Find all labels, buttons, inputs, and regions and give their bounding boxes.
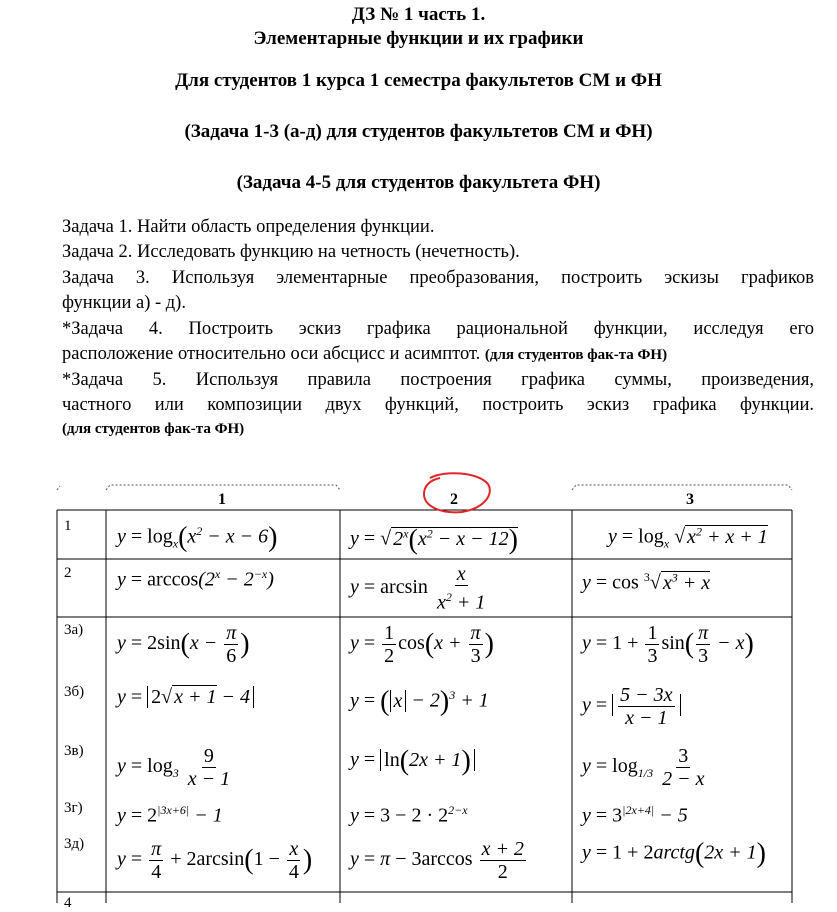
task-3-line2: функции а) - д). (62, 293, 186, 313)
formula-2-3: y = cos $^3$√ $x^3 + x$ (582, 570, 711, 594)
task-5-line1: *Задача 5. Используя правила построения графика суммы, произведения, (62, 370, 814, 390)
formula-3b-3: y = $\frac{5 - 3x}{x - 1}$ (582, 684, 681, 729)
row-label-3v: 3в) (64, 743, 84, 759)
task-5-line2: частного или композиции двух функций, построить эскиз графика функции. (62, 395, 814, 415)
formula-3b-2: y = ( x − 2)$^3$ + 1 (350, 686, 489, 717)
task-3-line1: Задача 3. Используя элементарные преобразования, построить эскизы графиков (62, 268, 814, 288)
tasks-fn-line: (Задача 4-5 для студентов факультета ФН) (236, 172, 601, 193)
formula-1-3: $y = \log_x$ √ $x^2 + x + 1$ (608, 524, 768, 551)
formula-3a-2: y = $\frac{1}{2}$ cos(x + $\frac{\pi}{3}$ ) (350, 622, 494, 667)
doc-title: ДЗ № 1 часть 1. (351, 4, 486, 25)
row-label-3b: 3б) (64, 684, 85, 700)
task-4-note: (для студентов фак-та ФН) (484, 347, 668, 363)
formula-3d-2: y = π − 3arccos $\frac{x + 2}{2}$ (350, 838, 524, 883)
row-label-4: 4 (64, 895, 72, 911)
row-label-3d: 3д) (64, 836, 85, 852)
formula-3v-3: $y = \log_{1/3}$ $\frac{3}{2 - x}$ (582, 745, 705, 790)
task-1-text: Задача 1. Найти область определения функции. (62, 217, 435, 237)
formula-3a-1: y = 2sin(x − $\frac{\pi}{6}$ ) (117, 622, 250, 667)
column-header-2: 2 (450, 491, 458, 508)
doc-subtitle: Элементарные функции и их графики (253, 28, 584, 49)
formula-3d-3: y = 1 + 2arctg(2x + 1) (582, 838, 766, 869)
formula-3d-1: y = $\frac{\pi}{4}$ + 2arcsin(1 − $\frac{x}{4}$ ) (117, 838, 313, 883)
column-header-1: 1 (218, 491, 226, 508)
formula-3g-1: $y = 2^{|3x+6|} - 1$ (117, 803, 223, 827)
task-4-line1: *Задача 4. Построить эскиз графика рациональной функции, исследуя его (62, 319, 814, 339)
row-label-3a: 3а) (64, 622, 84, 638)
formula-3b-1: y = 2√ x + 1 − 4 (117, 686, 254, 709)
tasks-sm-fn-line: (Задача 1-3 (а-д) для студентов факультетов СМ и ФН) (184, 121, 653, 142)
row-label-3g: 3г) (64, 800, 83, 816)
formula-1-1: $y = \log_x(x^2 - x - 6)$ (117, 522, 278, 553)
formula-1-2: y = √ $2^x(x^2 - x - 12)$ (350, 524, 518, 555)
column-header-3: 3 (686, 491, 694, 508)
formula-2-1: $y = \arccos(2^x - 2^{-x})$ (117, 567, 274, 591)
formula-2-2: y = arcsin $\frac{x}{x^2 + 1}$ (350, 563, 486, 614)
formula-3a-3: y = 1 + $\frac{1}{3}$ sin( $\frac{\pi}{3}$ − x) (582, 622, 754, 667)
task-5-note: (для студентов фак-та ФН) (62, 421, 245, 437)
row-label-2: 2 (64, 565, 72, 581)
row-label-1: 1 (64, 518, 72, 534)
task-2-text: Задача 2. Исследовать функцию на четность (нечетность). (62, 242, 520, 262)
formula-3g-3: $y = 3^{|2x+4|} - 5$ (582, 803, 688, 827)
formula-3v-2: y = ln(2x + 1) (350, 745, 475, 777)
formula-3v-1: $y = \log_3$ $\frac{9}{x - 1}$ (117, 745, 231, 790)
task-4-text: расположение относительно оси абсцисс и асимптот. (62, 344, 481, 364)
formula-3g-2: $y = 3 - 2 \cdot 2^{2-x}$ (350, 803, 468, 827)
audience-line: Для студентов 1 курса 1 семестра факультетов СМ и ФН (175, 70, 662, 91)
